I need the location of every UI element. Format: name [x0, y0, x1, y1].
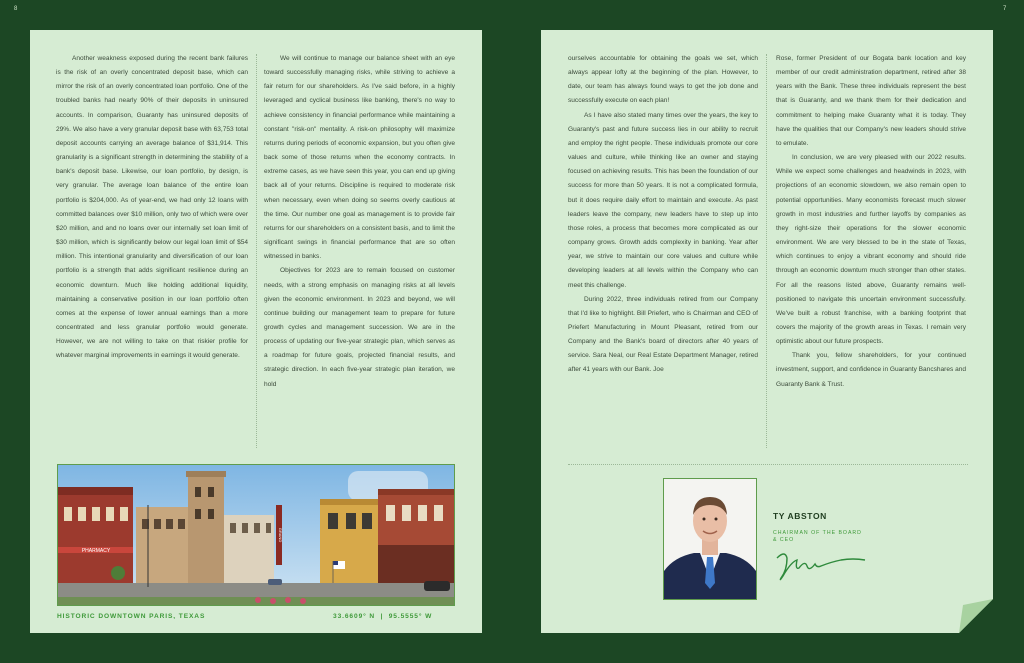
signer-title: CHAIRMAN OF THE BOARD & CEO — [773, 530, 862, 543]
store-sign-grand: GRAND — [278, 527, 283, 543]
ceo-portrait — [663, 478, 757, 600]
paragraph: Rose, former President of our Bogata bank location and key member of our credit administration department, retired after 38 years with the Bank. These three individuals represent the best that is Guaranty, and we thank them for their dedication and commitment to helping make Guaranty what it is today. They have the qualities that our Company's new leaders should strive to emulate. — [776, 55, 966, 147]
store-sign-pharmacy: PHARMACY — [81, 548, 111, 554]
column-divider — [256, 54, 257, 448]
photo-caption: HISTORIC DOWNTOWN PARIS, TEXAS — [57, 613, 206, 620]
signature — [771, 548, 871, 584]
downtown-photo — [57, 464, 455, 606]
paragraph: ourselves accountable for obtaining the goals we set, which always appear lofty at the beginning of the plan. However, to date, our team has always found ways to get the job done and successfully execute on each plan! — [568, 55, 758, 105]
left-column-1 — [56, 52, 248, 363]
paragraph: Objectives for 2023 are to remain focused on customer needs, with a strong emphasis on managing risks at all levels given the economic environment. In 2023 and beyond, we will continue building our management team to prepare for future growth cycles and management succession. We are in the process of updating our five-year strategic plan, which serves as a roadmap for future goals, projected financial results, and strategic direction. In each five-year strategic plan iteration, we hold — [264, 267, 455, 388]
paragraph: As I have also stated many times over the years, the key to Guaranty's past and future success lies in our ability to recruit and employ the right people. These individuals promote our core values and culture, while thinking like an owner and staying focused on achieving results. This has been the foundation of our success for more than 50 years. It is not a complicated formula, but it does require daily effort to maintain and execute. As past leaders leave the company, new leaders have to step up into those roles, a process that becomes more complicated as our company grows. Growth adds complexity in banking. Year after year, we strive to maintain our core values and culture while developing leaders at all levels within the Company who can meet this challenge. — [568, 111, 758, 289]
right-column-1 — [568, 52, 758, 378]
column-divider — [766, 54, 767, 448]
paragraph: During 2022, three individuals retired from our Company that I'd like to highlight. Bill Priefert, who is Chairman and CEO of Priefert Manufacturing in Mount Pleasant, retired from our Company and the Bank's board of directors after 40 years of service. Sara Neal, our Real Estate Department Manager, retired after 41 years with our Bank. Joe — [568, 295, 758, 374]
page-number-left: 8 — [14, 6, 18, 12]
paragraph: In conclusion, we are very pleased with our 2022 results. While we expect some challenges and headwinds in 2023, with projections of an economic slowdown, we also remain open to potential opportunities. Many economists forecast much slower growth in most industries and further layoffs by companies as they right-size their operations for the slower economic environment. We are very blessed to be in the state of Texas, which continues to enjoy a vibrant economy and should ride through an economic downturn much stronger than other states. For all the reasons listed above, Guaranty remains well-positioned to navigate this uncertain environment successfully. We've built a robust franchise, with a banking footprint that covers the majority of the growth areas in Texas. I remain very optimistic about our future prospects. — [776, 154, 966, 346]
paragraph: Another weakness exposed during the recent bank failures is the risk of an overly concentrated deposit base, which can mirror the risk of an overly concentrated loan portfolio. One of the troubled banks had nearly 90% of their deposits in uninsured accounts. In comparison, Guaranty has uninsured deposits of 29%. We also have a very granular deposit base with 63,753 total deposit accounts carrying an average balance of $31,914. This granularity is a significant strength in determining the stability of a bank's deposit base. Likewise, our loan portfolio, by design, is very granular. The average loan balance of the entire loan portfolio is $204,000. As of year-end, we had only 12 loans with committed balances over $10 million, only two of which were over $20 million, and and no loans over our internally set loan limit of $30 million, which is significantly below our legal loan limit of $54 million. This intentional granularity and diversification of our loan portfolio is a strength that adds significant resilience during an economic downturn. Much like holding additional liquidity, maintaining a conservative position in our loan portfolio often comes at the expense of lower annual earnings than a more concentrated and less granular portfolio would generate. However, we are not willing to take on that riskier profile for whatever marginal improvements in earnings it would generate. — [56, 55, 248, 360]
page-number-right: 7 — [1003, 6, 1007, 12]
paragraph: We will continue to manage our balance sheet with an eye toward successfully managing risks, while striving to achieve a fair return for our shareholders. As I've said before, in a highly leveraged and cyclical business like banking, there's no way to achieve consistency in financial performance while maintaining a constant "risk-on" mentality. A risk-on philosophy will maximize returns during periods of economic expansion, but you often give back some of those returns when the economy contracts. In extreme cases, as we have seen this year, you can end up giving back all of your returns. Discipline is required to moderate risk when necessary, even when doing so seems overly cautious at the time. Our number one goal as management is to provide fair returns for our shareholders on a consistent basis, and to limit the significant swings in financial performance that are so often witnessed in banks. — [264, 55, 455, 261]
section-divider — [568, 464, 968, 465]
paragraph: Thank you, fellow shareholders, for your continued investment, support, and confidence in Guaranty Bancshares and Guaranty Bank & Trust. — [776, 352, 966, 388]
signer-name: TY ABSTON — [773, 511, 827, 521]
left-column-2 — [264, 52, 455, 392]
right-page — [541, 30, 993, 633]
page-curl — [959, 599, 993, 633]
left-page — [30, 30, 482, 633]
right-column-2 — [776, 52, 966, 392]
photo-coordinates: 33.6609° N | 95.5555° W — [333, 613, 433, 620]
